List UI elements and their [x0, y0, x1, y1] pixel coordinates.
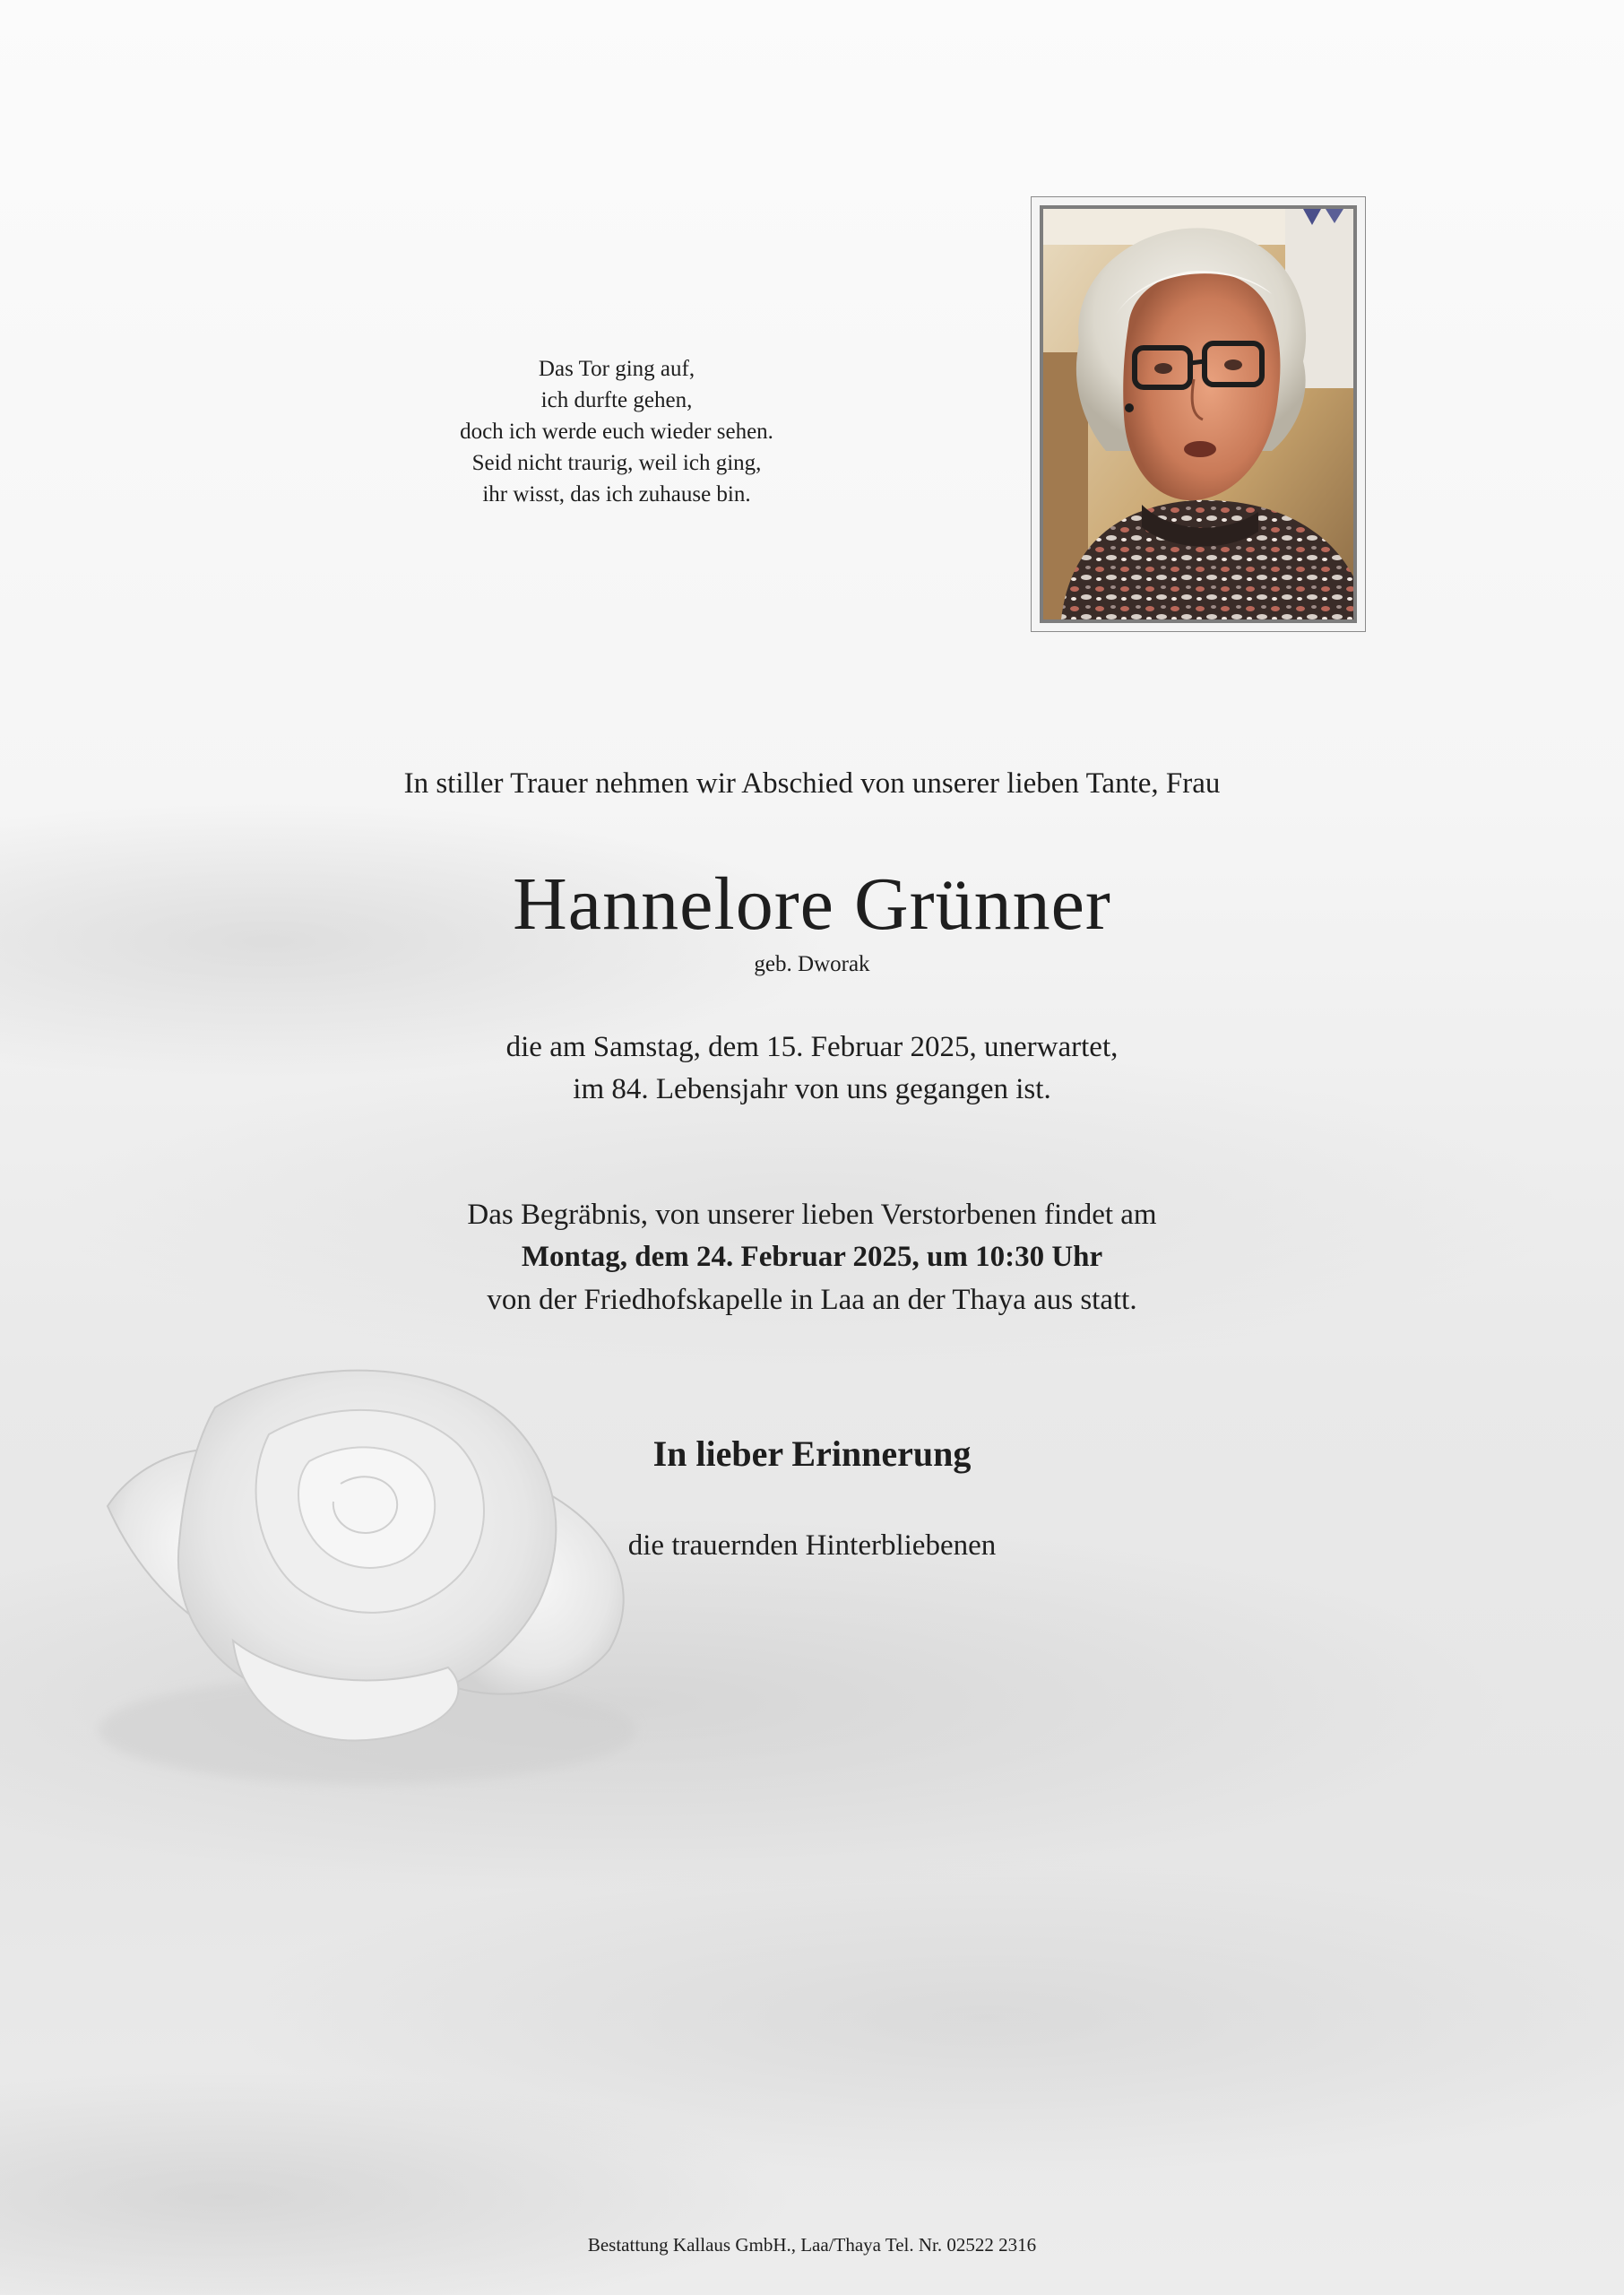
funeral-home-footer: Bestattung Kallaus GmbH., Laa/Thaya Tel. Nr. 02522 2316	[587, 2234, 1037, 2256]
poem	[348, 353, 885, 510]
funeral-info-line: von der Friedhofskapelle in Laa an der Thaya aus statt.	[487, 1284, 1137, 1316]
poem-line: Das Tor ging auf,	[538, 357, 695, 381]
memory-heading: In lieber Erinnerung	[652, 1433, 972, 1474]
poem-line: ihr wisst, das ich zuhause bin.	[482, 482, 751, 507]
signature: die trauernden Hinterbliebenen	[627, 1529, 997, 1562]
deceased-name: Hannelore Grünner	[513, 862, 1111, 946]
birth-name: geb. Dworak	[754, 952, 870, 976]
funeral-info-line: Das Begräbnis, von unserer lieben Verstorbenen findet am	[467, 1199, 1157, 1231]
poem-line: doch ich werde euch wieder sehen.	[460, 420, 773, 444]
poem-line: ich durfte gehen,	[540, 388, 693, 412]
portrait-frame	[1031, 196, 1366, 632]
white-rose-illustration	[72, 1354, 663, 1820]
poem-line: Seid nicht traurig, weil ich ging,	[471, 451, 762, 475]
death-info-line: die am Samstag, dem 15. Februar 2025, unerwartet,	[505, 1031, 1119, 1063]
intro-text: In stiller Trauer nehmen wir Abschied von unserer lieben Tante, Frau	[403, 767, 1221, 800]
funeral-date-time: Montag, dem 24. Februar 2025, um 10:30 Uhr	[521, 1241, 1103, 1273]
portrait-photo	[1040, 205, 1357, 623]
death-info-line: im 84. Lebensjahr von uns gegangen ist.	[573, 1073, 1051, 1105]
